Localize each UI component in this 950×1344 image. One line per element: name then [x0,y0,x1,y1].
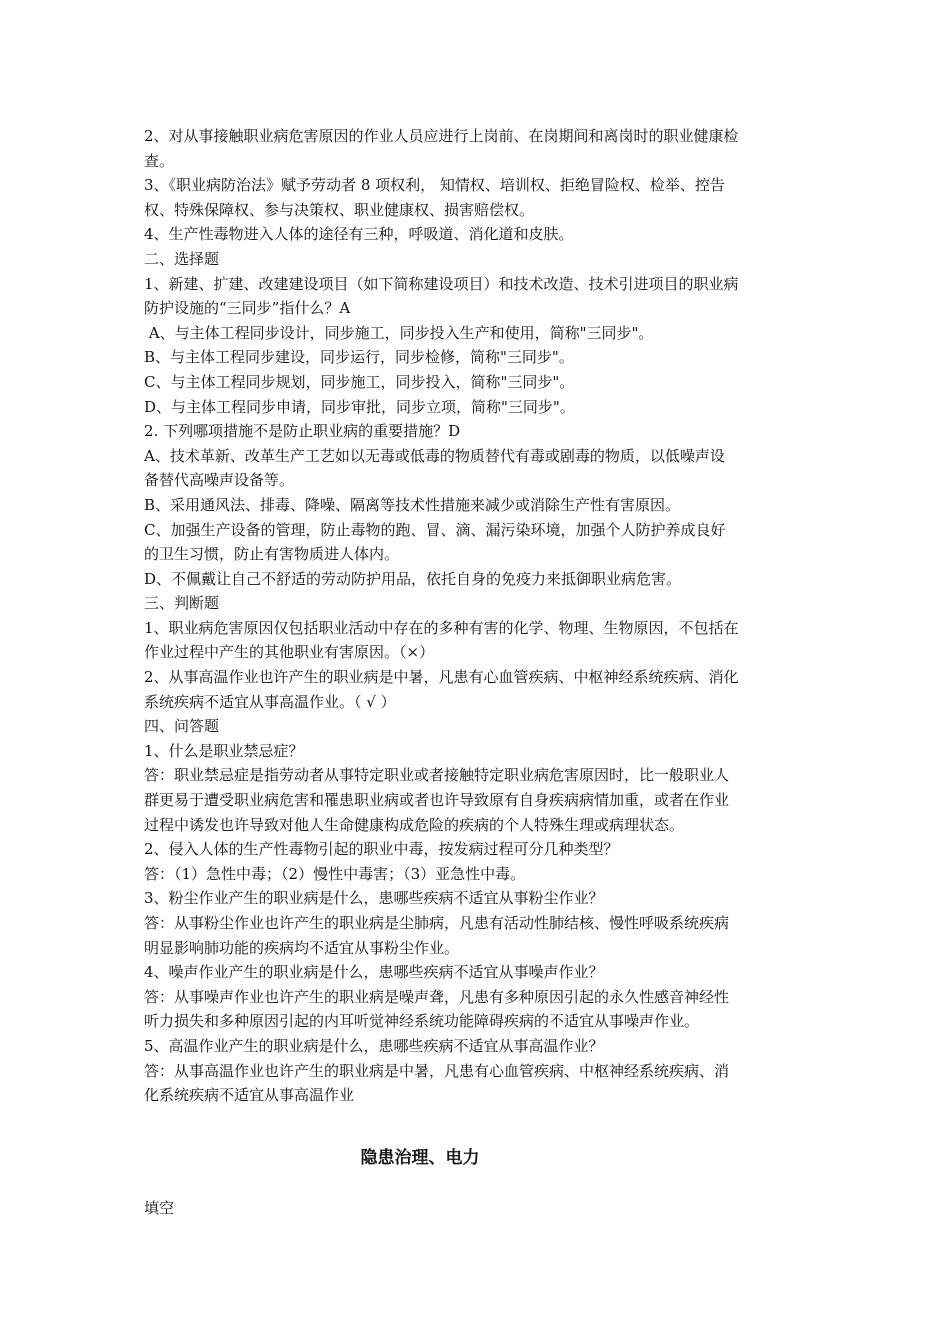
text-line: 权、特殊保障权、参与决策权、职业健康权、损害赔偿权。 [144,200,535,219]
text-line: 2、从事高温作业也许产生的职业病是中暑，凡患有心血管疾病、中枢神经系统疾病、消化 [144,668,739,687]
text-line: C、加强生产设备的管理，防止毒物的跑、冒、滴、漏污染环境，加强个人防护养成良好 [144,520,726,539]
text-line: 备替代高噪声设备等。 [144,471,295,490]
text-line: 的卫生习惯，防止有害物质进人体内。 [144,545,400,564]
text-line: 1、职业病危害原因仅包括职业活动中存在的多种有害的化学、物理、生物原因，不包括在 [144,618,739,637]
text-line: 听力损失和多种原因引起的内耳听觉神经系统功能障碍疾病的不适宜从事噪声作业。 [144,1012,700,1031]
text-line: A、与主体工程同步设计，同步施工，同步投入生产和使用，简称"三同步"。 [144,323,654,342]
text-line: D、与主体工程同步申请，同步审批，同步立项，简称"三同步"。 [144,397,575,416]
text-line: 4、生产性毒物进入人体的途径有三种，呼吸道、消化道和皮肤。 [144,225,574,244]
text-line: 5、高温作业产生的职业病是什么，患哪些疾病不适宜从事高温作业？ [144,1036,604,1055]
text-line: A、技术革新、改革生产工艺如以无毒或低毒的物质替代有毒或剧毒的物质，以低噪声设 [144,446,725,465]
text-line: 三、判断题 [144,594,220,613]
text-line: 查。 [144,151,175,170]
text-line: 答：从事噪声作业也许产生的职业病是噪声聋，凡患有多种原因引起的永久性感音神经性 [144,987,730,1006]
text-line: 答：职业禁忌症是指劳动者从事特定职业或者接触特定职业病危害原因时，比一般职业人 [144,766,730,785]
text-line: 1、新建、扩建、改建建设项目（如下简称建设项目）和技术改造、技术引进项目的职业病 [144,274,739,293]
text-line: 系统疾病不适宜从事高温作业。（ √ ） [144,692,396,711]
text-line: 3、粉尘作业产生的职业病是什么，患哪些疾病不适宜从事粉尘作业？ [144,889,604,908]
text-line: 二、选择题 [144,249,220,268]
text-line: 2. 下列哪项措施不是防止职业病的重要措施？D [144,422,461,441]
document-body [144,124,810,1108]
text-line: 答：从事粉尘作业也许产生的职业病是尘肺病，凡患有活动性肺结核、慢性呼吸系统疾病 [144,914,730,932]
text-line: 2、对从事接触职业病危害原因的作业人员应进行上岗前、在岗期间和离岗时的职业健康检 [144,127,739,145]
text-line: C、与主体工程同步规划，同步施工，同步投入，简称"三同步"。 [144,372,575,391]
text-line: 3、《职业病防治法》赋予劳动者 8 项权利， 知情权、培训权、拒绝冒险权、检举、控告 [144,176,725,195]
text-line: 作业过程中产生的其他职业有害原因。（×） [144,643,435,662]
fill-in-heading: 填空 [144,1199,175,1217]
text-line: B、采用通风法、排毒、降噪、隔离等技术性措施来减少或消除生产性有害原因。 [144,495,681,514]
text-line: 化系统疾病不适宜从事高温作业 [144,1086,355,1105]
text-line: 1、什么是职业禁忌症？ [144,741,304,760]
text-line: 答：（1）急性中毒；（2）慢性中毒害；（3）亚急性中毒。 [144,864,526,883]
text-line: 答：从事高温作业也许产生的职业病是中暑，凡患有心血管疾病、中枢神经系统疾病、消 [144,1061,730,1080]
text-line: 四、问答题 [144,717,220,736]
text-line: 明显影响肺功能的疾病均不适宜从事粉尘作业。 [144,938,460,957]
section-title: 隐患治理、电力 [360,1148,480,1168]
text-line: 群更易于遭受职业病危害和罹患职业病或者也许导致原有自身疾病病情加重，或者在作业 [144,791,730,810]
text-line: 防护设施的“三同步”指什么？A [144,299,351,318]
text-line: 过程中诱发也许导致对他人生命健康构成危险的疾病的个人特殊生理或病理状态。 [144,815,685,834]
text-line: D、不佩戴让自己不舒适的劳动防护用品，依托自身的免疫力来抵御职业病危害。 [144,569,682,588]
text-line: 4、噪声作业产生的职业病是什么，患哪些疾病不适宜从事噪声作业？ [144,963,604,982]
text-line: 2、侵入人体的生产性毒物引起的职业中毒，按发病过程可分几种类型？ [144,840,619,859]
text-line: B、与主体工程同步建设，同步运行，同步检修，简称"三同步"。 [144,348,574,367]
